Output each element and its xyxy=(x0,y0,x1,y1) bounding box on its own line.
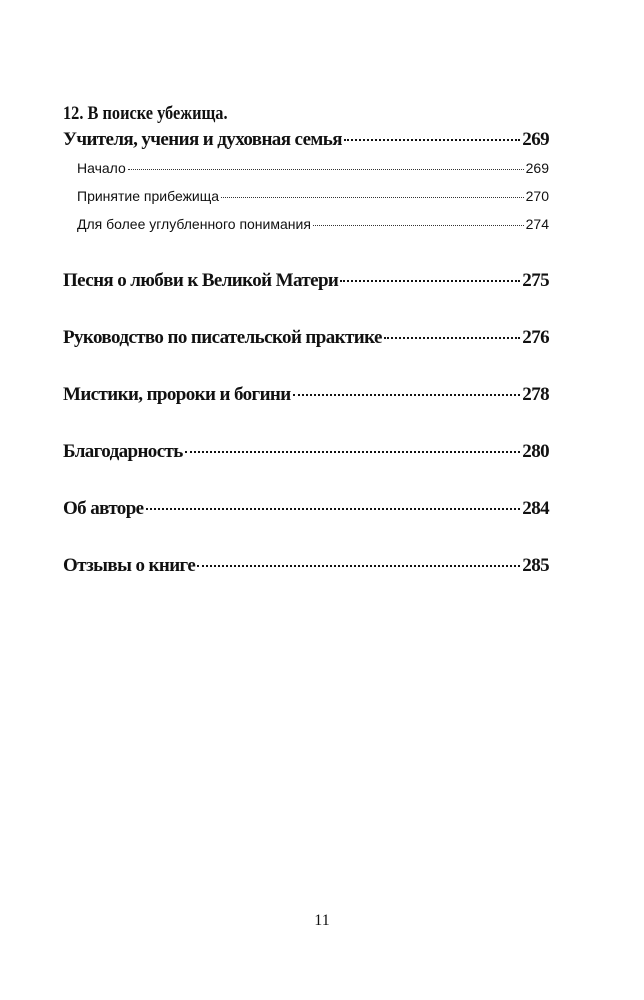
toc-entry-page: 276 xyxy=(522,327,549,348)
toc-entry-label: Об авторе xyxy=(63,498,144,519)
toc-subentry-page: 274 xyxy=(525,216,549,232)
dot-leader xyxy=(340,280,520,282)
toc-entry-page: 278 xyxy=(522,384,549,405)
dot-leader xyxy=(221,197,524,198)
toc-entry-acknowledgements xyxy=(63,438,549,466)
table-of-contents xyxy=(63,102,549,580)
toc-entry-page: 275 xyxy=(522,270,549,291)
toc-subentry-label: Принятие прибежища xyxy=(77,188,220,204)
toc-entry-page: 284 xyxy=(522,498,549,519)
dot-leader xyxy=(313,225,524,226)
toc-entry-label: Отзывы о книге xyxy=(63,555,196,576)
toc-entry-label: Песня о любви к Великой Матери xyxy=(63,270,339,291)
toc-subentry-page: 270 xyxy=(525,188,549,204)
dot-leader xyxy=(344,139,520,141)
dot-leader xyxy=(185,451,521,453)
toc-entry-page: 280 xyxy=(522,441,549,462)
toc-entry-mystics xyxy=(63,381,549,409)
toc-entry-reviews xyxy=(63,552,549,580)
dot-leader xyxy=(197,565,520,567)
toc-entry-writing-guide xyxy=(63,324,549,352)
toc-entry-label: Учителя, учения и духовная семья xyxy=(63,129,342,150)
dot-leader xyxy=(293,394,521,396)
toc-entry-page: 269 xyxy=(522,129,549,150)
toc-subentry-start xyxy=(63,154,549,182)
chapter-heading: 12. В поиске убежища. xyxy=(63,103,228,124)
dot-leader xyxy=(384,337,521,339)
toc-entry-about-author xyxy=(63,495,549,523)
toc-subentry-label: Для более углубленного понимания xyxy=(77,216,311,232)
toc-subentry-label: Начало xyxy=(77,160,126,176)
toc-entry-label: Мистики, пророки и богини xyxy=(63,384,291,405)
toc-subentry-deeper xyxy=(63,210,549,238)
page-number: 11 xyxy=(314,912,330,929)
toc-entry-label: Руководство по писательской практике xyxy=(63,327,382,348)
toc-entry-page: 285 xyxy=(522,555,549,576)
dot-leader xyxy=(146,508,521,510)
toc-entry-chapter-12 xyxy=(63,126,549,154)
toc-entry-song xyxy=(63,267,549,295)
dot-leader xyxy=(128,169,524,170)
toc-subentry-refuge xyxy=(63,182,549,210)
toc-entry-label: Благодарность xyxy=(63,441,183,462)
toc-subentry-page: 269 xyxy=(525,160,549,176)
